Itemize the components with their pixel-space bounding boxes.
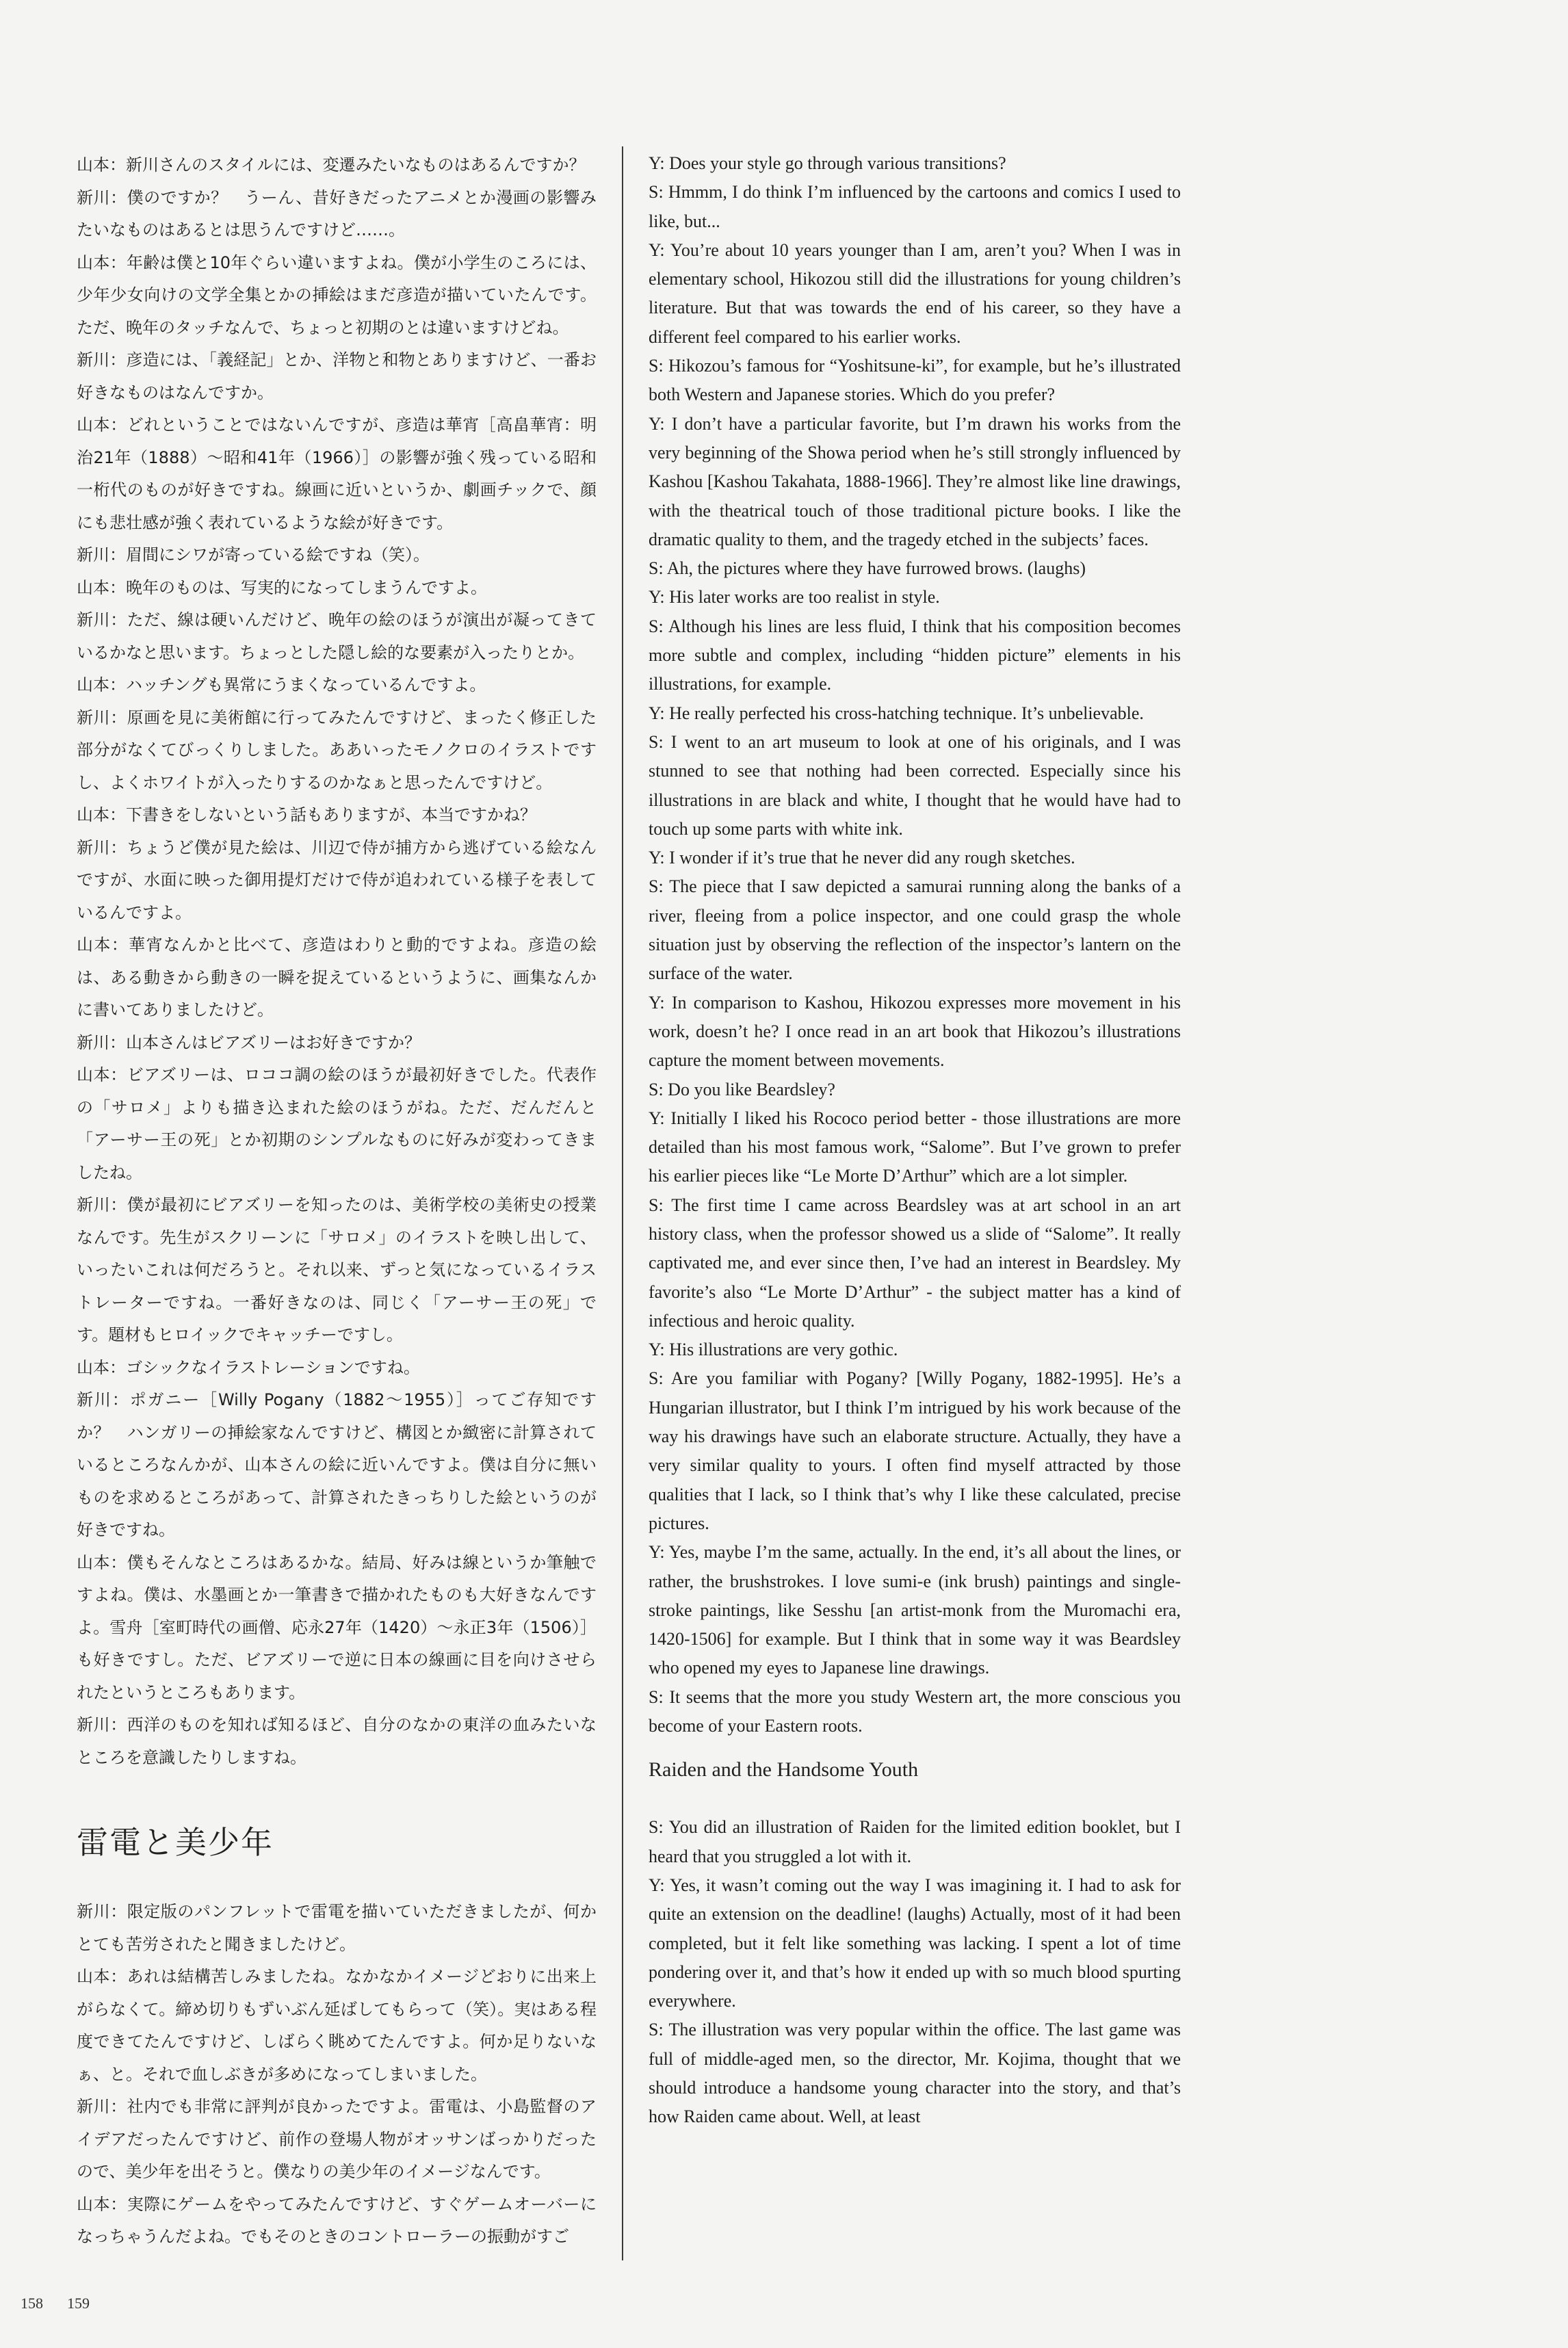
- en-paragraph: S: The first time I came across Beardsley was at art school in an art history class, when the professor showed us a slide of “Salome”. It really captivated me, and ever since then, I’ve had an interest in Beardsley. My favorite’s also “Le Morte D’Arthur” - the subject matter has a kind of infectious and heroic quality.: [649, 1195, 1181, 1331]
- en-section-heading: Raiden and the Handsome Youth: [649, 1758, 919, 1782]
- jp-paragraph: 新川：眉間にシワが寄っている絵ですね（笑）。: [77, 545, 430, 564]
- jp-paragraph: 山本：あれは結構苦しみましたね。なかなかイメージどおりに出来上がらなくて。締め切りもずいぶん延ばしてもらって（笑）。実はある程度できてたんですけど、しばらく眺めてたんですよ。何か足りないなぁ、と。それで血しぶきが多めになってしまいました。: [77, 1967, 597, 2084]
- en-paragraph: S: The piece that I saw depicted a samurai running along the banks of a river, fleeing from a police inspector, and one could grasp the whole situation just by observing the reflection of the inspector’s lantern on the surface of the water.: [649, 876, 1181, 984]
- jp-paragraph: 新川：社内でも非常に評判が良かったですよ。雷電は、小島監督のアイデアだったんですけど、前作の登場人物がオッサンばっかりだったので、美少年を出そうと。僕なりの美少年のイメージなんです。: [77, 2097, 597, 2181]
- en-paragraph: Y: In comparison to Kashou, Hikozou expresses more movement in his work, doesn’t he? I once read in an art book that Hikozou’s illustrations capture the moment between movements.: [649, 992, 1181, 1071]
- jp-paragraph: 山本：ビアズリーは、ロココ調の絵のほうが最初好きでした。代表作の「サロメ」よりも描き込まれた絵のほうがね。ただ、だんだんと「アーサー王の死」とか初期のシンプルなものに好みが変わってきましたね。: [77, 1065, 597, 1182]
- column-divider: [622, 146, 623, 2260]
- en-paragraph: Y: Does your style go through various transitions?: [649, 153, 1006, 173]
- jp-paragraph: 新川：限定版のパンフレットで雷電を描いていただきましたが、何かとても苦労されたと聞きましたけど。: [77, 1902, 597, 1954]
- en-paragraph: S: Hmmm, I do think I’m influenced by the cartoons and comics I used to like, but...: [649, 182, 1181, 231]
- page-number-right: 159: [67, 2295, 90, 2312]
- jp-paragraph: 新川：山本さんはビアズリーはお好きですか？: [77, 1032, 421, 1052]
- jp-paragraph: 新川：ただ、線は硬いんだけど、晩年の絵のほうが演出が凝ってきているかなと思います。ちょっとした隠し絵的な要素が入ったりとか。: [77, 610, 597, 662]
- jp-paragraph: 山本：実際にゲームをやってみたんですけど、すぐゲームオーバーになっちゃうんだよね。でもそのときのコントローラーの振動がすご: [77, 2194, 597, 2246]
- jp-paragraph: 山本：どれということではないんですが、彦造は華宵［高畠華宵：明治21年（1888）～昭和41年（1966）］の影響が強く残っている昭和一桁代のものが好きですね。線画に近いというか、劇画チックで、顔にも悲壮感が強く表れているような絵が好きです。: [77, 415, 597, 532]
- jp-paragraph: 山本：年齢は僕と10年ぐらい違いますよね。僕が小学生のころには、少年少女向けの文学全集とかの挿絵はまだ彦造が描いていたんです。ただ、晩年のタッチなんで、ちょっと初期のとは違いますけどね。: [77, 252, 597, 337]
- jp-paragraph: 新川：ポガニー［Willy Pogany（1882～1955）］ってご存知ですか？ ハンガリーの挿絵家なんですけど、構図とか緻密に計算されているところなんかが、山本さんの絵に近いんですよ。僕は自分に無いものを求めるところがあって、計算されたきっちりした絵というのが好きですね。: [77, 1390, 597, 1539]
- jp-paragraph: 山本：ハッチングも異常にうまくなっているんですよ。: [77, 675, 486, 694]
- jp-paragraph: 新川：僕が最初にビアズリーを知ったのは、美術学校の美術史の授業なんです。先生がスクリーンに「サロメ」のイラストを映し出して、いったいこれは何だろうと。それ以来、ずっと気になっているイラストレーターですね。一番好きなのは、同じく「アーサー王の死」です。題材もヒロイックでキャッチーですし。: [77, 1195, 597, 1344]
- en-paragraph: S: Are you familiar with Pogany? [Willy Pogany, 1882-1995]. He’s a Hungarian illustrator, but I think I’m intrigued by his work because of the way his drawings have such an elaborate structure. Actually, they have a very similar quality to yours. I often find myself attracted by those qualities that I lack, so I think that’s why I like these calculated, precise pictures.: [649, 1368, 1181, 1533]
- japanese-column: [77, 149, 597, 2254]
- en-paragraph: Y: Initially I liked his Rococo period better - those illustrations are more detailed than his most famous work, “Salome”. But I’ve grown to prefer his earlier pieces like “Le Morte D’Arthur” which are a lot simpler.: [649, 1108, 1181, 1186]
- jp-paragraph: 山本：華宵なんかと比べて、彦造はわりと動的ですよね。彦造の絵は、ある動きから動きの一瞬を捉えているというように、画集なんかに書いてありましたけど。: [77, 935, 597, 1019]
- jp-paragraph: 新川：原画を見に美術館に行ってみたんですけど、まったく修正した部分がなくてびっくりしました。ああいったモノクロのイラストですし、よくホワイトが入ったりするのかなぁと思ったんですけど。: [77, 707, 597, 792]
- en-paragraph: S: The illustration was very popular within the office. The last game was full of middle-aged men, so the director, Mr. Kojima, thought that we should introduce a handsome young character into the story, and that’s how Raiden came about. Well, at least: [649, 2020, 1181, 2127]
- jp-paragraph: 山本：晩年のものは、写実的になってしまうんですよ。: [77, 577, 487, 597]
- en-paragraph: Y: You’re about 10 years younger than I am, aren’t you? When I was in elementary school, Hikozou still did the illustrations for young children’s literature. But that was towards the end of his career, so they have a different feel compared to his earlier works.: [649, 239, 1181, 347]
- jp-paragraph: 新川：僕のですか？ うーん、昔好きだったアニメとか漫画の影響みたいなものはあるとは思うんですけど……。: [77, 187, 597, 239]
- en-paragraph: S: I went to an art museum to look at one of his originals, and I was stunned to see that nothing had been corrected. Especially since his illustrations in are black and white, I thought that he would have had to touch up some parts with white ink.: [649, 731, 1181, 839]
- en-paragraph: S: Although his lines are less fluid, I think that his composition becomes more subtle and complex, including “hidden picture” elements in his illustrations, for example.: [649, 616, 1181, 694]
- en-paragraph: Y: His illustrations are very gothic.: [649, 1340, 898, 1360]
- en-paragraph: Y: Yes, maybe I’m the same, actually. In the end, it’s all about the lines, or rather, the brushstrokes. I love sumi-e (ink brush) paintings and single-stroke paintings, like Sesshu [an artist-monk from the Muromachi era, 1420-1506] for example. But I think that in some way it was Beardsley who opened my eyes to Japanese line drawings.: [649, 1542, 1181, 1678]
- jp-paragraph: 山本：僕もそんなところはあるかな。結局、好みは線というか筆触ですよね。僕は、水墨画とか一筆書きで描かれたものも大好きなんですよ。雪舟［室町時代の画僧、応永27年（1420）～永正3年（1506）］も好きですし。ただ、ビアズリーで逆に日本の線画に目を向けさせられたというところもあります。: [77, 1552, 597, 1702]
- en-paragraph: Y: His later works are too realist in style.: [649, 587, 940, 608]
- jp-paragraph: 新川：彦造には、「義経記」とか、洋物と和物とありますけど、一番お好きなものはなんですか。: [77, 350, 597, 402]
- jp-paragraph: 山本：新川さんのスタイルには、変遷みたいなものはあるんですか？: [77, 155, 586, 174]
- jp-paragraph: 山本：下書きをしないという話もありますが、本当ですかね？: [77, 805, 536, 824]
- en-paragraph: S: It seems that the more you study Western art, the more conscious you become of your Eastern roots.: [649, 1686, 1181, 1736]
- en-paragraph: S: Do you like Beardsley?: [649, 1079, 835, 1099]
- en-paragraph: Y: I don’t have a particular favorite, but I’m drawn his works from the very beginning of the Showa period when he’s still strongly influenced by Kashou [Kashou Takahata, 1888-1966]. They’re almost like line drawings, with the theatrical touch of those traditional picture books. I like the dramatic quality to them, and the tragedy etched in the subjects’ faces.: [649, 413, 1181, 549]
- en-paragraph: S: Hikozou’s famous for “Yoshitsune-ki”, for example, but he’s illustrated both Western and Japanese stories. Which do you prefer?: [649, 356, 1181, 405]
- en-paragraph: Y: He really perfected his cross-hatching technique. It’s unbelievable.: [649, 703, 1144, 723]
- en-paragraph: S: Ah, the pictures where they have furrowed brows. (laughs): [649, 558, 1086, 579]
- en-paragraph: S: You did an illustration of Raiden for the limited edition booklet, but I heard that you struggled a lot with it.: [649, 1817, 1181, 1866]
- jp-paragraph: 新川：西洋のものを知れば知るほど、自分のなかの東洋の血みたいなところを意識したりしますね。: [77, 1715, 597, 1767]
- english-column: [649, 149, 1181, 2132]
- jp-paragraph: 山本：ゴシックなイラストレーションですね。: [77, 1357, 420, 1377]
- jp-paragraph: 新川：ちょうど僕が見た絵は、川辺で侍が捕方から逃げている絵なんですが、水面に映った御用提灯だけで侍が追われている様子を表しているんですよ。: [77, 837, 597, 922]
- jp-section-heading: 雷電と美少年: [77, 1824, 274, 1861]
- en-paragraph: Y: Yes, it wasn’t coming out the way I was imagining it. I had to ask for quite an extension on the deadline! (laughs) Actually, most of it had been completed, but it felt like something was lacking. I spent a lot of time pondering over it, and that’s how it ended up with so much blood spurting everywhere.: [649, 1875, 1181, 2011]
- en-paragraph: Y: I wonder if it’s true that he never did any rough sketches.: [649, 848, 1075, 868]
- page-number-left: 158: [21, 2295, 43, 2312]
